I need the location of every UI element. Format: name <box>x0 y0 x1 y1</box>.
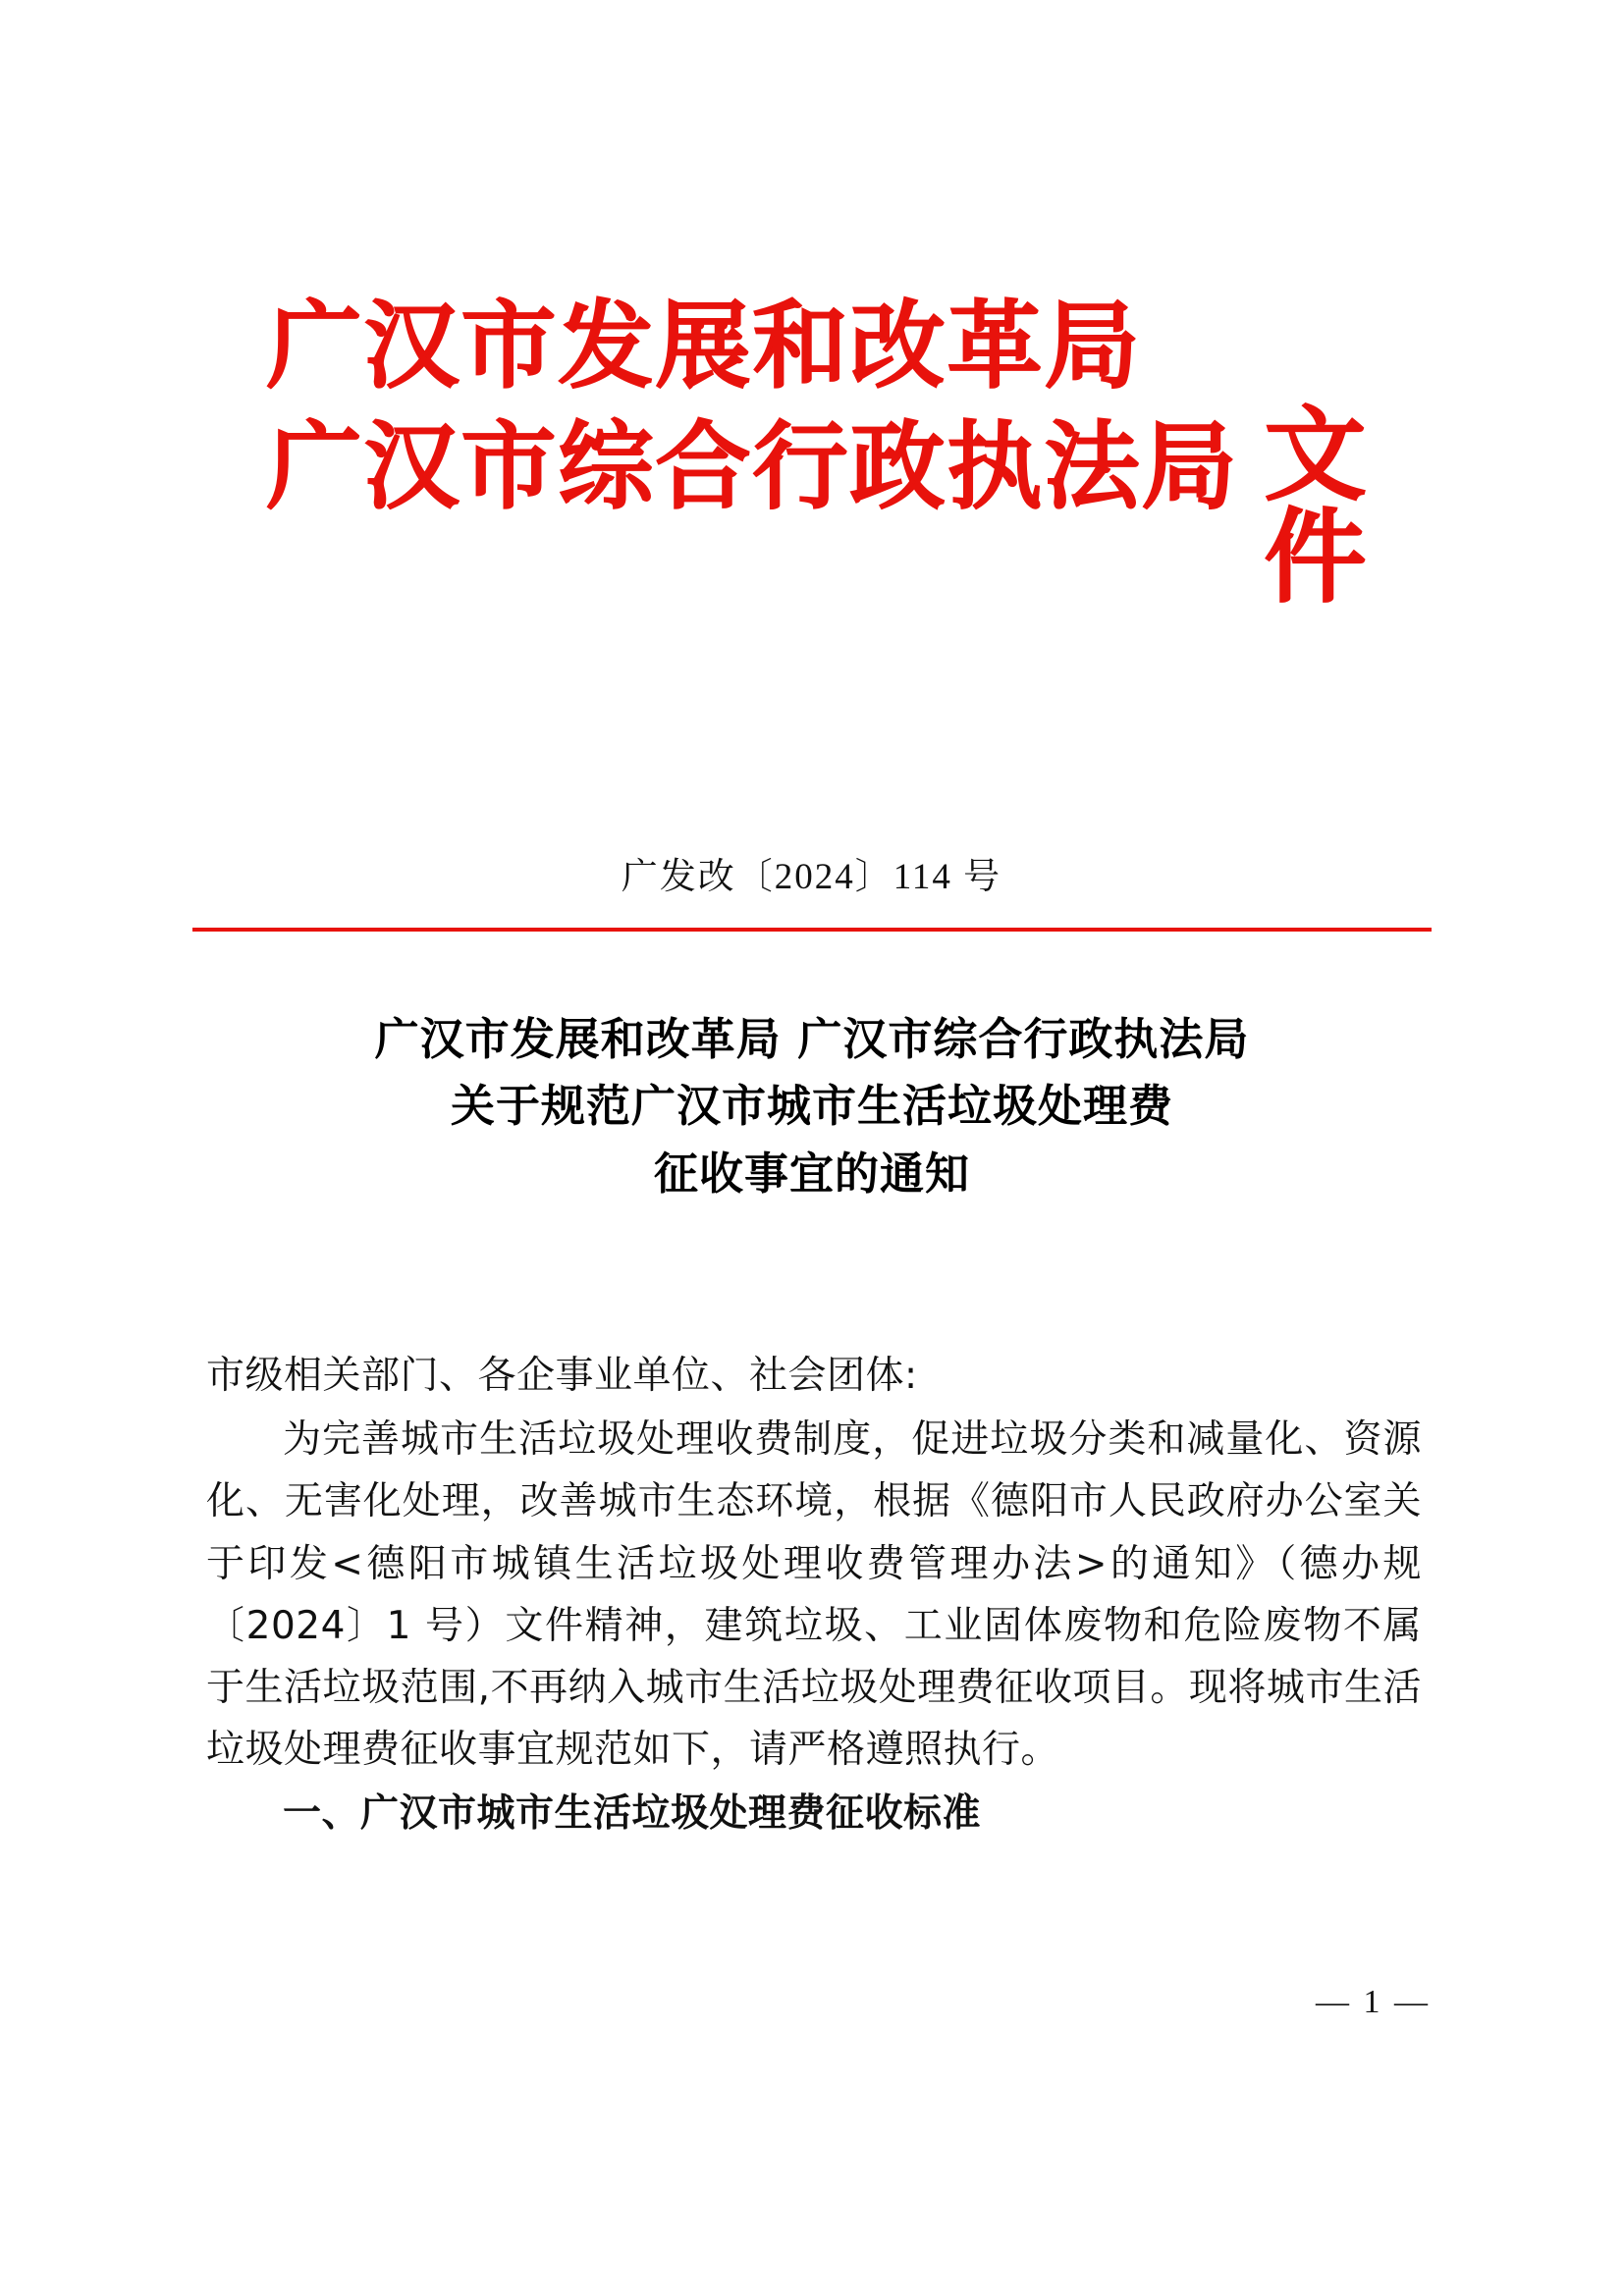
letterhead-agency-names <box>266 290 1239 522</box>
document-body <box>206 1345 1422 1846</box>
letterhead-line-1: 广汉市发展和改革局 <box>266 290 1142 401</box>
document-title <box>192 1006 1432 1207</box>
letterhead-line-2: 广汉市综合行政执法局 <box>266 409 1239 522</box>
section-heading-1: 一、广汉市城市生活垃圾处理费征收标准 <box>283 1791 982 1837</box>
letterhead-wenjian-label: 文件 <box>1246 400 1368 605</box>
red-divider-rule <box>192 928 1432 932</box>
body-paragraph-1: 为完善城市生活垃圾处理收费制度，促进垃圾分类和减量化、资源化、无害化处理，改善城市生态环境，根据《德阳市人民政府办公室关于印发<德阳市城镇生活垃圾处理收费管理办法>的通知》（德办规〔2024〕1 号）文件精神，建筑垃圾、工业固体废物和危险废物不属于生活垃圾范围,不再纳入城市生活垃圾处理费征收项目。现将城市生活垃圾处理费征收事宜规范如下，请严格遵照执行。 <box>206 1417 1422 1773</box>
document-number: 广发改〔2024〕114 号 <box>621 857 1002 897</box>
page-number: — 1 — <box>1316 1984 1431 2020</box>
title-line-1: 广汉市发展和改革局 广汉市综合行政执法局 <box>374 1013 1250 1065</box>
title-line-3: 征收事宜的通知 <box>653 1147 970 1200</box>
letterhead <box>0 290 1623 605</box>
addressee-line: 市级相关部门、各企事业单位、社会团体: <box>206 1354 918 1398</box>
title-line-2: 关于规范广汉市城市生活垃圾处理费 <box>450 1080 1173 1133</box>
